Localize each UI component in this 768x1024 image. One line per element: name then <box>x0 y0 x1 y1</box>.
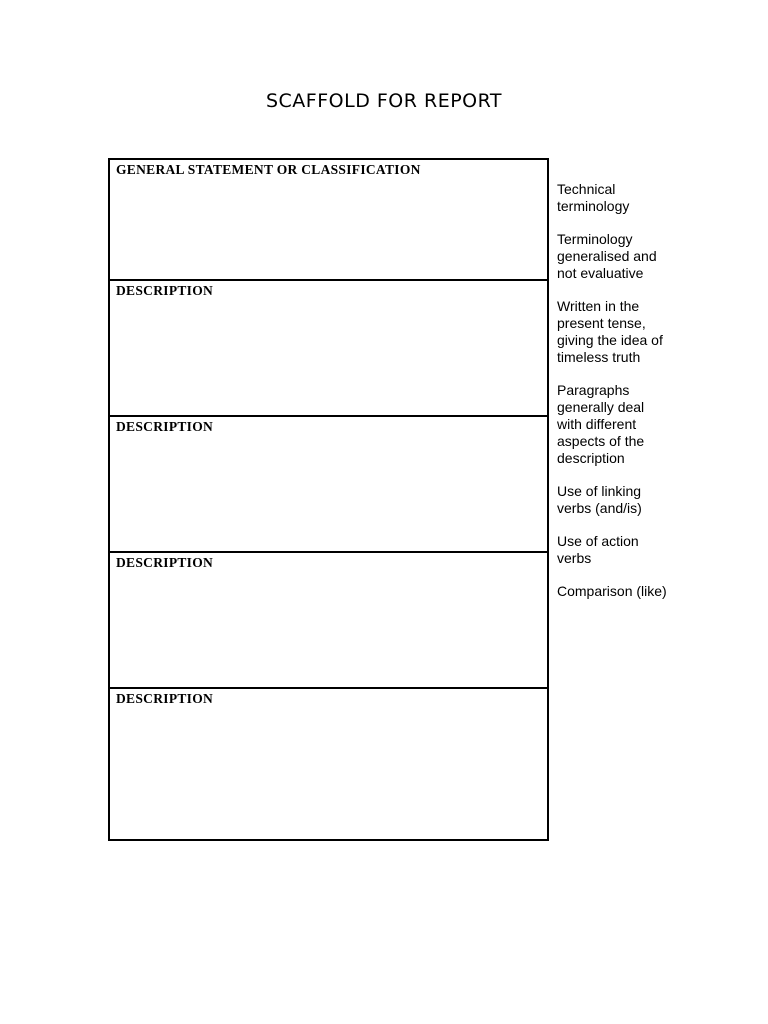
section-label: DESCRIPTION <box>116 419 214 434</box>
note-item: Technical terminology <box>557 181 630 214</box>
section-description-1 <box>110 281 547 417</box>
note-item: Comparison (like) <box>557 583 667 599</box>
section-label: DESCRIPTION <box>116 283 214 298</box>
note-item: Written in the present tense, giving the idea of timeless truth <box>557 298 663 365</box>
section-description-2 <box>110 417 547 553</box>
note-item: Terminology generalised and not evaluative <box>557 231 657 281</box>
note-item: Use of action verbs <box>557 533 639 566</box>
section-description-3 <box>110 553 547 689</box>
notes-column <box>557 181 762 616</box>
note-item: Paragraphs generally deal with different aspects of the description <box>557 382 645 466</box>
section-label: DESCRIPTION <box>116 691 214 706</box>
section-label: GENERAL STATEMENT OR CLASSIFICATION <box>116 162 421 177</box>
section-label: DESCRIPTION <box>116 555 214 570</box>
section-description-4 <box>110 689 547 839</box>
section-general-statement <box>110 160 547 281</box>
page-title: SCAFFOLD FOR REPORT <box>265 90 503 112</box>
note-item: Use of linking verbs (and/is) <box>557 483 642 516</box>
report-scaffold-table <box>108 158 549 841</box>
